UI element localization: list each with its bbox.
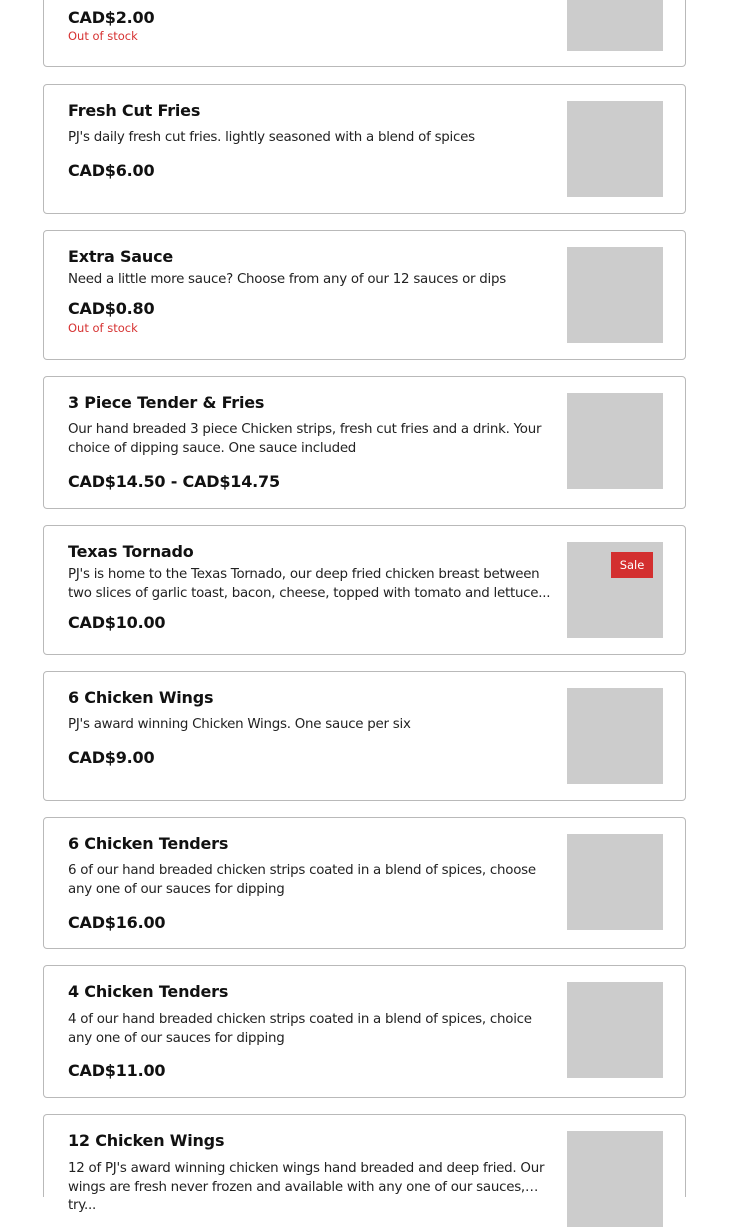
item-description: PJ's is home to the Texas Tornado, our deep fried chicken breast between two slices of garlic toast, bacon, cheese, topped with tomato and lettuce... xyxy=(68,567,551,601)
item-price: CAD$2.00 xyxy=(68,8,155,27)
item-name: Texas Tornado xyxy=(68,542,194,561)
item-name: 3 Piece Tender & Fries xyxy=(68,393,265,412)
menu-item-card[interactable] xyxy=(43,965,686,1098)
item-description: 6 of our hand breaded chicken strips coated in a blend of spices, choose any one of our sauces for dipping xyxy=(68,863,536,897)
out-of-stock-label: Out of stock xyxy=(68,321,138,335)
item-description: 12 of PJ's award winning chicken wings hand breaded and deep fried. Our wings are fresh never frozen and available with any one of our sauces, try... xyxy=(68,1161,545,1213)
item-image xyxy=(567,542,663,638)
item-name: Extra Sauce xyxy=(68,247,174,266)
item-name: 6 Chicken Wings xyxy=(68,688,214,707)
item-price: CAD$16.00 xyxy=(68,913,166,932)
item-description: Need a little more sauce? Choose from any of our 12 sauces or dips xyxy=(68,272,506,287)
item-image xyxy=(567,393,663,489)
item-image xyxy=(567,0,663,51)
item-name: Fresh Cut Fries xyxy=(68,101,201,120)
menu-item-card[interactable] xyxy=(43,0,686,67)
menu-item-card[interactable] xyxy=(43,671,686,801)
item-image xyxy=(567,247,663,343)
item-price: CAD$10.00 xyxy=(68,613,166,632)
item-image xyxy=(567,1131,663,1227)
menu-item-card[interactable] xyxy=(43,1114,686,1213)
menu-item-card[interactable] xyxy=(43,525,686,655)
item-price: CAD$9.00 xyxy=(68,748,155,767)
sale-badge: Sale xyxy=(611,552,653,578)
item-price: CAD$14.50 - CAD$14.75 xyxy=(68,472,280,491)
item-name: 12 Chicken Wings xyxy=(68,1131,225,1150)
item-name: 4 Chicken Tenders xyxy=(68,982,229,1001)
menu-item-card[interactable] xyxy=(43,376,686,509)
item-price: CAD$6.00 xyxy=(68,161,155,180)
item-price: CAD$0.80 xyxy=(68,299,155,318)
menu-item-card[interactable] xyxy=(43,817,686,949)
item-description: Our hand breaded 3 piece Chicken strips, fresh cut fries and a drink. Your choice of dipping sauce. One sauce included xyxy=(68,422,542,456)
item-name: 6 Chicken Tenders xyxy=(68,834,229,853)
item-image xyxy=(567,834,663,930)
item-image xyxy=(567,982,663,1078)
item-description: PJ's daily fresh cut fries. lightly seasoned with a blend of spices xyxy=(68,130,475,145)
menu-item-card[interactable] xyxy=(43,230,686,360)
item-description: 4 of our hand breaded chicken strips coated in a blend of spices, choice any one of our sauces for dipping xyxy=(68,1012,532,1046)
item-image xyxy=(567,688,663,784)
out-of-stock-label: Out of stock xyxy=(68,29,138,43)
item-description: PJ's award winning Chicken Wings. One sauce per six xyxy=(68,717,411,732)
item-price: CAD$11.00 xyxy=(68,1061,166,1080)
item-image xyxy=(567,101,663,197)
menu-item-card[interactable] xyxy=(43,84,686,214)
